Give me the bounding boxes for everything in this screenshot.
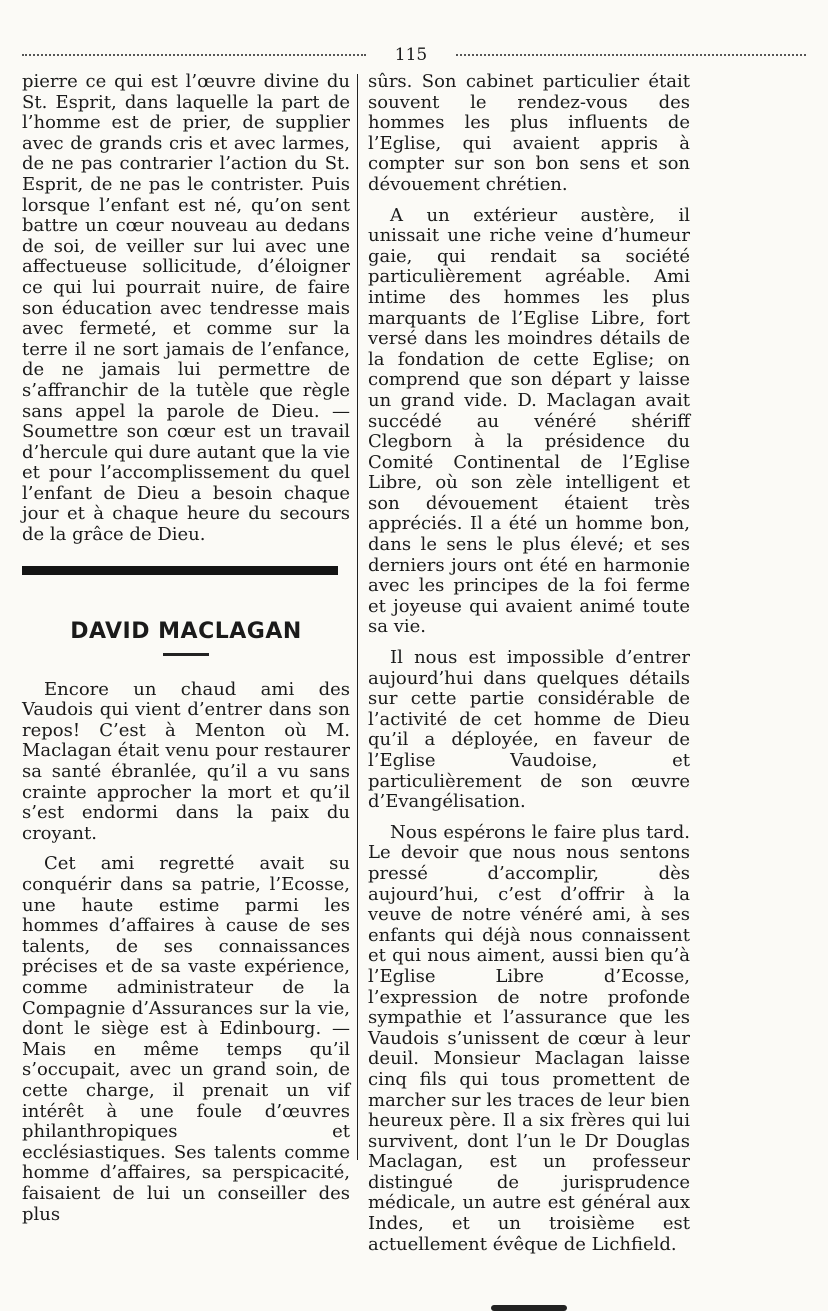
article-heading: DAVID MACLAGAN	[70, 618, 302, 644]
heading-ornament-rule	[163, 653, 209, 656]
section-divider-bar	[22, 566, 338, 575]
right-paragraph-4: Nous espérons le faire plus tard. Le devoir que nous nous sentons pressé d’accomplir, dès aujourd’hui, c’est d’offrir à la veuve de notre vénéré ami, à ses enfants qui déjà nous connaissent et qui nous aiment, aussi bien qu’à l’Eglise Libre d’Ecosse, l’expression de notre profonde sympathie et l’assurance que les Vaudois s’unissent de cœur à leur deuil. Monsieur Maclagan laisse cinq fils qui tous promettent de marcher sur les traces de leur bien heureux père. Il a six frères qui lui survivent, dont l’un le Dr Douglas Maclagan, est un professeur distingué de jurisprudence médicale, un autre est général aux Indes, et un troisième est actuellement évêque de Lichfield.	[368, 821, 690, 1255]
left-paragraph-2: Encore un chaud ami des Vaudois qui vient d’entrer dans son repos! C’est à Menton où M. Maclagan était venu pour restaurer sa santé ébranlée, qu’il a vu sans crainte approcher la mort et qu’il s’est endormi dans la paix du croyant.	[22, 678, 350, 844]
header-dotted-rule-right	[456, 54, 806, 56]
right-paragraph-3: Il nous est impossible d’entrer aujourd’hui dans quelques détails sur cette partie considérable de l’activité de cet homme de Dieu qu’il a déployée, en faveur de l’Eglise Vaudoise, et particulièrement de son œuvre d’Evangélisation.	[368, 647, 690, 813]
page-number: 115	[394, 45, 428, 65]
article-end-ornament	[491, 1305, 567, 1311]
right-paragraph-1: sûrs. Son cabinet particulier était souvent le rendez-vous des hommes les plus influents de l’Eglise, qui avaient appris à compter sur son bon sens et son dévouement chrétien.	[368, 71, 690, 195]
left-paragraph-3: Cet ami regretté avait su conquérir dans sa patrie, l’Ecosse, une haute estime parmi les hommes d’affaires à cause de ses talents, de ses connaissances précises et de sa vaste expérience, comme administrateur de la Compagnie d’Assurances sur la vie, dont le siège est à Edinbourg. — Mais en même temps qu’il s’occupait, avec un grand soin, de cette charge, il prenait un vif intérêt à une foule d’œuvres philanthropiques et ecclésiastiques. Ses talents comme homme d’affaires, sa perspicacité, faisaient de lui un conseiller des plus	[22, 853, 350, 1225]
right-paragraph-2: A un extérieur austère, il unissait une riche veine d’humeur gaie, qui rendait sa société particulièrement agréable. Ami intime des hommes les plus marquants de l’Eglise Libre, fort versé dans les moindres détails de la fondation de cette Eglise; on comprend que son départ y laisse un grand vide. D. Maclagan avait succédé au vénéré shériff Clegborn à la présidence du Comité Continental de l’Eglise Libre, où son zèle intelligent et son dévouement étaient très appréciés. Il a été un homme bon, dans le sens le plus élevé; et ses derniers jours ont été en harmonie avec les principes de la foi ferme et joyeuse qui avaient animé toute sa vie.	[368, 204, 690, 638]
left-paragraph-1: pierre ce qui est l’œuvre divine du St. Esprit, dans laquelle la part de l’homme est de prier, de supplier avec de grands cris et avec larmes, de ne pas contrarier l’action du St. Esprit, de ne pas le contrister. Puis lorsque l’enfant est né, qu’on sent battre un cœur nouveau au dedans de soi, de veiller sur lui avec une affectueuse sollicitude, d’éloigner ce qui lui pourrait nuire, de faire son éducation avec tendresse mais avec fermeté, et comme sur la terre il ne sort jamais de l’enfance, de ne jamais lui permettre de s’affranchir de la tutèle que règle sans appel la parole de Dieu. — Soumettre son cœur est un travail d’hercule qui dure autant que la vie et pour l’accomplissement du quel l’enfant de Dieu a besoin chaque jour et à chaque heure du secours de la grâce de Dieu.	[22, 71, 350, 546]
column-separator-rule	[357, 74, 358, 1160]
header-dotted-rule-left	[22, 54, 366, 56]
right-column	[368, 72, 690, 1311]
left-column	[22, 72, 350, 1225]
page-header	[22, 44, 806, 66]
